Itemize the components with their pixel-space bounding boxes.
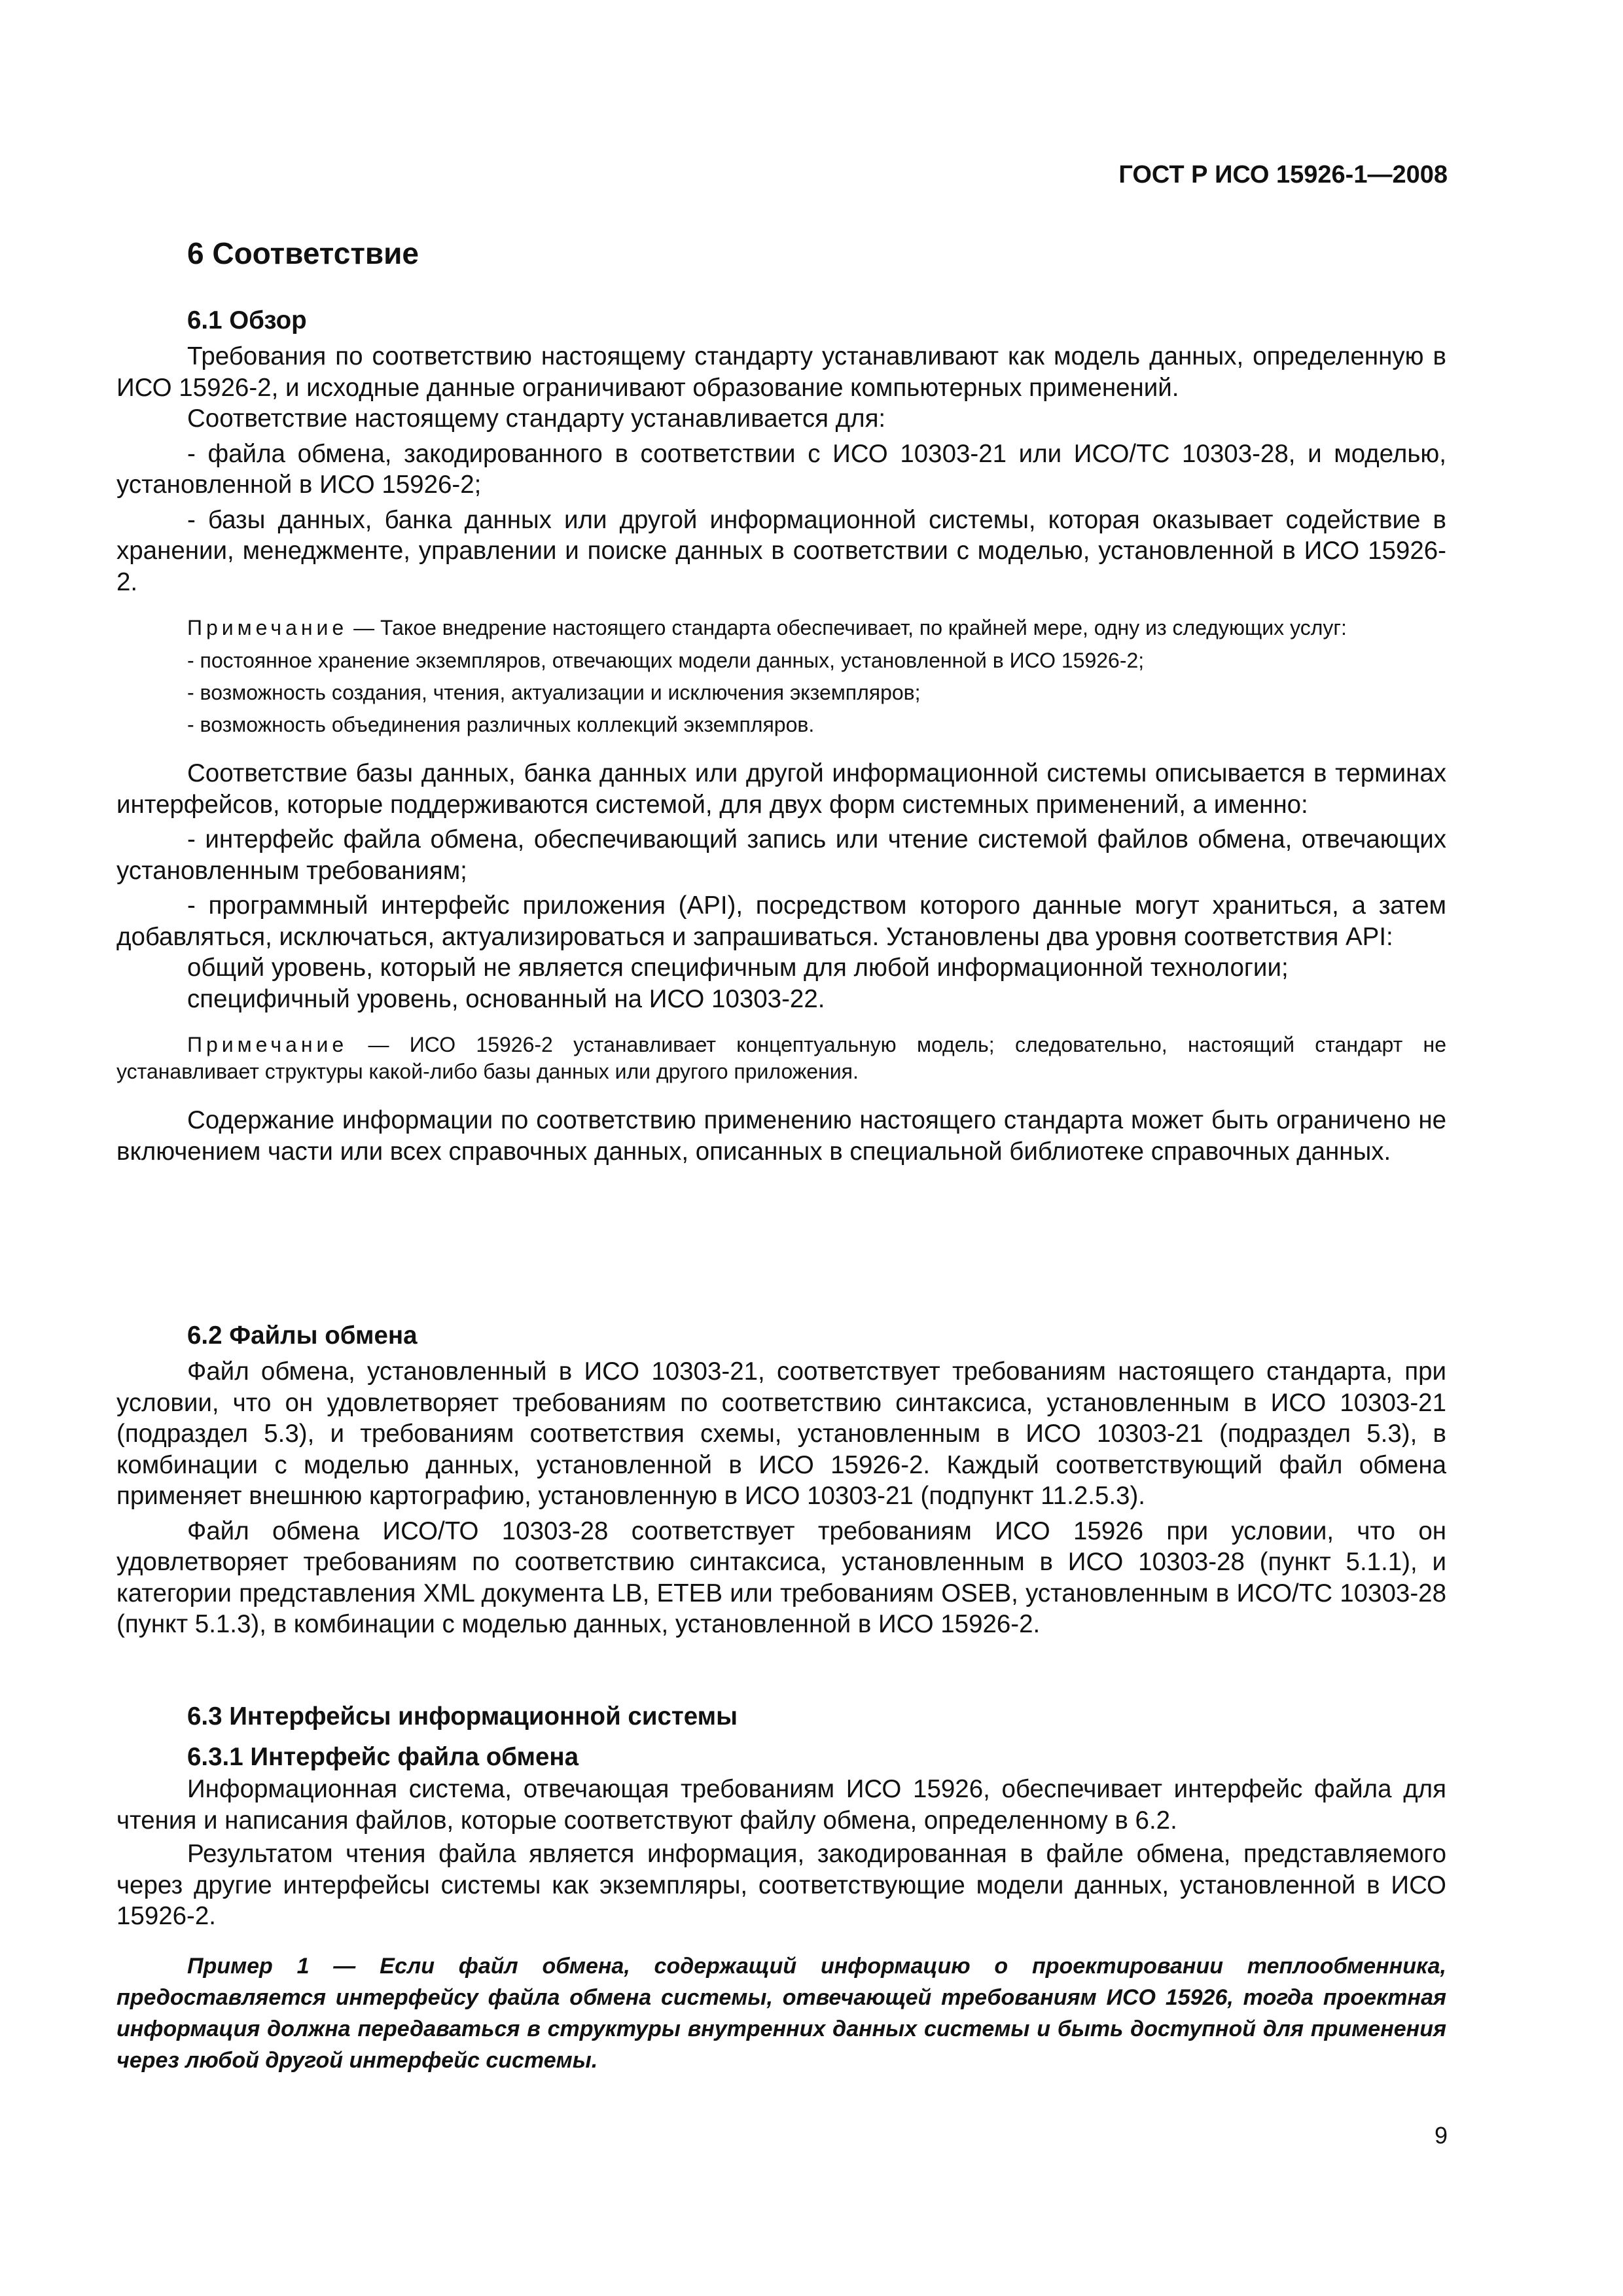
note xyxy=(116,1031,1446,1085)
paragraph: Содержание информации по соответствию применению настоящего стандарта может быть ограничено не включением части или всех справочных данных, описанных в специальной библиотеке справочных данных. xyxy=(116,1106,1446,1166)
note-label: Примечание xyxy=(187,1033,348,1056)
page-header: ГОСТ Р ИСО 15926-1—2008 xyxy=(1118,161,1448,188)
list-item: - программный интерфейс приложения (API), посредством которого данные могут храниться, а затем добавляться, исключаться, актуализироваться и запрашиваться. Установлены два уровня соответствия API: xyxy=(116,891,1446,951)
list-item: - файла обмена, закодированного в соответствии с ИСО 10303-21 или ИСО/ТС 10303-28, и моделью, установленной в ИСО 15926-2; xyxy=(116,439,1446,499)
note-text: — Такое внедрение настоящего стандарта обеспечивает, по крайней мере, одну из следующих услуг: xyxy=(348,616,1347,639)
subsection-title: 6.1 Обзор xyxy=(187,306,307,334)
note-item: - постоянное хранение экземпляров, отвечающих модели данных, установленной в ИСО 15926-2; xyxy=(187,649,1145,672)
subsection-title: 6.3 Интерфейсы информационной системы xyxy=(187,1702,738,1731)
paragraph: общий уровень, который не является специфичным для любой информационной технологии; xyxy=(187,954,1289,982)
paragraph: Требования по соответствию настоящему стандарту устанавливают как модель данных, определенную в ИСО 15926-2, и исходные данные ограничивают образование компьютерных применений. xyxy=(116,342,1446,402)
note-item: - возможность объединения различных коллекций экземпляров. xyxy=(187,713,815,736)
note-label: Примечание xyxy=(187,616,348,639)
section-title: 6 Соответствие xyxy=(187,236,419,270)
paragraph: Файл обмена ИСО/ТО 10303-28 соответствует требованиям ИСО 15926 при условии, что он удовлетворяет требованиям по соответствию синтаксиса, установленным в ИСО 10303-28 (пункт 5.1.1), и категории представления XML документа LB, ETEB или требованиям OSEB, установленным в ИСО/ТС 10303-28 (пункт 5.1.3), в комбинации с моделью данных, установленной в ИСО 15926-2. xyxy=(116,1516,1446,1638)
subsection-title: 6.2 Файлы обмена xyxy=(187,1321,418,1350)
paragraph: специфичный уровень, основанный на ИСО 10303-22. xyxy=(187,984,825,1013)
paragraph: Соответствие базы данных, банка данных или другой информационной системы описывается в терминах интерфейсов, которые поддерживаются системой, для двух форм системных применений, а именно: xyxy=(116,759,1446,819)
paragraph: Результатом чтения файла является информация, закодированная в файле обмена, представляемого через другие интерфейсы системы как экземпляры, соответствующие модели данных, установленной в ИСО 15926-2. xyxy=(116,1840,1446,1930)
paragraph: Соответствие настоящему стандарту устанавливается для: xyxy=(187,404,886,433)
note-text: — ИСО 15926-2 устанавливает концептуальную модель; следовательно, настоящий стандарт не устанавливает структуры какой-либо базы данных или другого приложения. xyxy=(116,1033,1446,1083)
paragraph: Файл обмена, установленный в ИСО 10303-21, соответствует требованиям настоящего стандарта, при условии, что он удовлетворяет требованиям по соответствию синтаксиса, установленным в ИСО 10303-21 (подраздел 5.3), и требованиям соответствия схемы, установленным в ИСО 10303-21 (подраздел 5.3), в комбинации с моделью данных, установленной в ИСО 15926-2. Каждый соответствующий файл обмена применяет внешнюю картографию, установленную в ИСО 10303-21 (подпункт 11.2.5.3). xyxy=(116,1357,1446,1510)
note xyxy=(116,615,1446,641)
subsection-6-3 xyxy=(116,1700,1446,2076)
subsection-6-1 xyxy=(116,304,1446,1167)
list-item: - базы данных, банка данных или другой информационной системы, которая оказывает содействие в хранении, менеджменте, управлении и поиске данных в соответствии с моделью, установленной в ИСО 15926-2. xyxy=(116,505,1446,596)
paragraph: Информационная система, отвечающая требованиям ИСО 15926, обеспечивает интерфейс файла для чтения и написания файлов, которые соответствуют файлу обмена, определенному в 6.2. xyxy=(116,1775,1446,1835)
list-item: - интерфейс файла обмена, обеспечивающий запись или чтение системой файлов обмена, отвечающих установленным требованиям; xyxy=(116,825,1446,885)
subsubsection-title: 6.3.1 Интерфейс файла обмена xyxy=(187,1743,579,1771)
example: Пример 1 — Если файл обмена, содержащий информацию о проектировании теплообменника, предоставляется интерфейсу файла обмена системы, отвечающей требованиям ИСО 15926, тогда проектная информация должна передаваться в структуры внутренних данных системы и быть доступной для применения через любой другой интерфейс системы. xyxy=(116,1953,1446,2073)
page-number: 9 xyxy=(1434,2122,1448,2149)
subsection-6-2 xyxy=(116,1319,1446,1640)
note-item: - возможность создания, чтения, актуализации и исключения экземпляров; xyxy=(187,681,921,704)
